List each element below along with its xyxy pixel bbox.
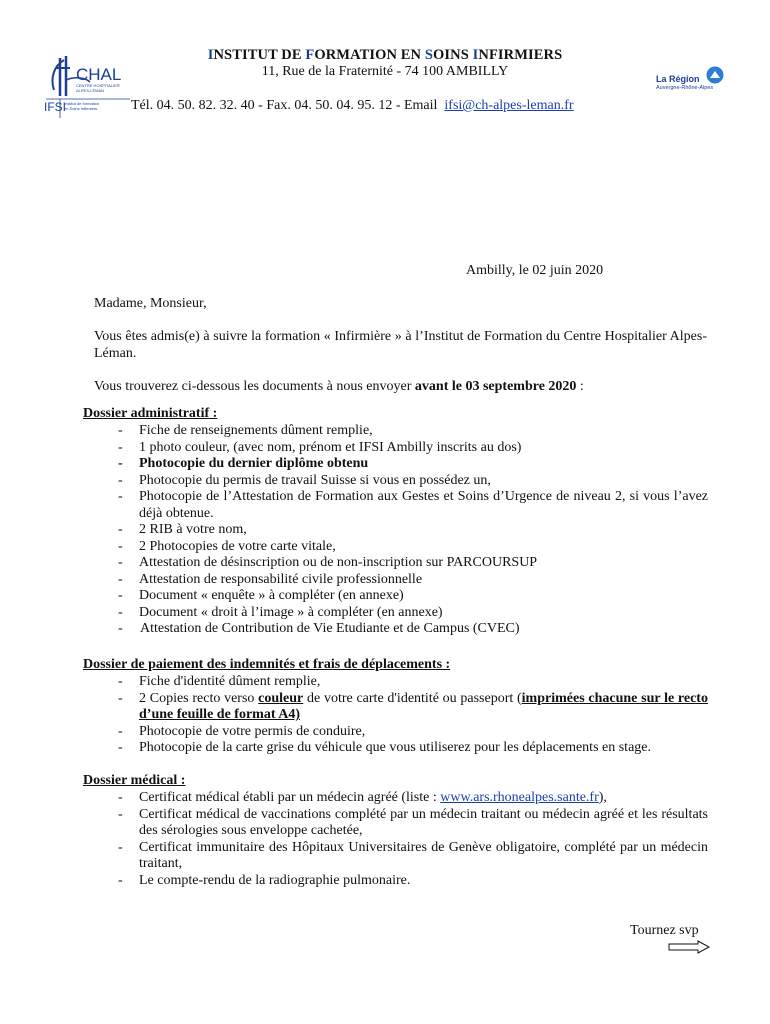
payment-heading: Dossier de paiement des indemnités et frais de déplacements : bbox=[83, 657, 451, 672]
logo-chal-sub2: ALPES-LÉMAN bbox=[76, 88, 105, 93]
list-item: - Fiche de renseignements dûment remplie, bbox=[118, 423, 708, 440]
list-item: - Photocopie de la carte grise du véhicule que vous utiliserez pour les déplacements en stage. bbox=[118, 740, 708, 757]
list-item: - Attestation de désinscription ou de non-inscription sur PARCOURSUP bbox=[118, 555, 708, 572]
logo-chal-sub1: CENTRE HOSPITALIER bbox=[76, 83, 120, 88]
contact-text: Tél. 04. 50. 82. 32. 40 - Fax. 04. 50. 04. 95. 12 - Email bbox=[131, 98, 438, 113]
list-item: - Document « enquête » à compléter (en annexe) bbox=[118, 588, 708, 605]
list-item: - Le compte-rendu de la radiographie pulmonaire. bbox=[118, 873, 708, 890]
medical-heading: Dossier médical : bbox=[83, 773, 186, 788]
list-item: - Certificat médical établi par un médecin agréé (liste : www.ars.rhonealpes.sante.fr), bbox=[118, 790, 708, 807]
ars-link[interactable]: www.ars.rhonealpes.sante.fr bbox=[440, 790, 599, 805]
list-item: - Photocopie du permis de travail Suisse si vous en possédez un, bbox=[118, 473, 708, 490]
documents-intro: Vous trouverez ci-dessous les documents à nous envoyer avant le 03 septembre 2020 : bbox=[94, 379, 584, 394]
region-logo-line1: La Région bbox=[656, 74, 700, 84]
list-item: - 2 RIB à votre nom, bbox=[118, 522, 708, 539]
list-item: - Document « droit à l’image » à compléter (en annexe) bbox=[118, 605, 708, 622]
logo-ifsi-sub1: Institut de formation bbox=[64, 101, 100, 106]
list-item: - Photocopie de votre permis de conduire, bbox=[118, 724, 708, 741]
list-item: - Photocopie du dernier diplôme obtenu bbox=[118, 456, 708, 473]
turn-page-note: Tournez svp bbox=[630, 923, 699, 938]
medical-list bbox=[118, 790, 708, 889]
list-item: - Certificat médical de vaccinations complété par un médecin traitant ou médecin agréé et les résultats des sérologies sous enveloppe cachetée, bbox=[118, 807, 708, 840]
contact-line bbox=[131, 98, 574, 115]
list-item: - 2 Photocopies de votre carte vitale, bbox=[118, 539, 708, 556]
list-item: - Attestation de Contribution de Vie Etudiante et de Campus (CVEC) bbox=[118, 621, 708, 638]
deadline: avant le 03 septembre 2020 bbox=[414, 379, 577, 394]
email-link[interactable]: ifsi@ch-alpes-leman.fr bbox=[444, 98, 574, 113]
intro-paragraph: Vous êtes admis(e) à suivre la formation « Infirmière » à l’Institut de Formation du Centre Hospitalier Alpes-Léman. bbox=[94, 329, 707, 361]
list-item: - Photocopie de l’Attestation de Formation aux Gestes et Soins d’Urgence de niveau 2, si vous l’avez déjà obtenue. bbox=[118, 489, 708, 522]
list-item: - Certificat immunitaire des Hôpitaux Universitaires de Genève obligatoire, complété par un médecin traitant, bbox=[118, 840, 708, 873]
right-arrow-icon bbox=[668, 940, 710, 954]
payment-list bbox=[118, 674, 708, 757]
admin-heading: Dossier administratif : bbox=[83, 406, 218, 421]
list-item: - Attestation de responsabilité civile professionnelle bbox=[118, 572, 708, 589]
admin-list bbox=[118, 423, 708, 638]
institute-title: INSTITUT DE FORMATION EN SOINS INFIRMIERS bbox=[207, 47, 563, 63]
logo-ifsi: IFSI bbox=[44, 100, 67, 114]
list-item: - 1 photo couleur, (avec nom, prénom et IFSI Ambilly inscrits au dos) bbox=[118, 440, 708, 457]
institute-address: 11, Rue de la Fraternité - 74 100 AMBILLY bbox=[261, 64, 509, 79]
letter-date: Ambilly, le 02 juin 2020 bbox=[466, 263, 604, 278]
region-logo-line2: Auvergne-Rhône-Alpes bbox=[656, 85, 714, 91]
greeting: Madame, Monsieur, bbox=[94, 296, 207, 311]
list-item: - Fiche d'identité dûment remplie, bbox=[118, 674, 708, 691]
logo-chal-name: CHAL bbox=[76, 65, 122, 84]
list-item: - 2 Copies recto verso couleur de votre carte d'identité ou passeport (imprimées chacune sur le recto d’une feuille de format A4) bbox=[118, 691, 708, 724]
logo-ifsi-sub2: en Soins Infirmiers bbox=[64, 106, 98, 111]
